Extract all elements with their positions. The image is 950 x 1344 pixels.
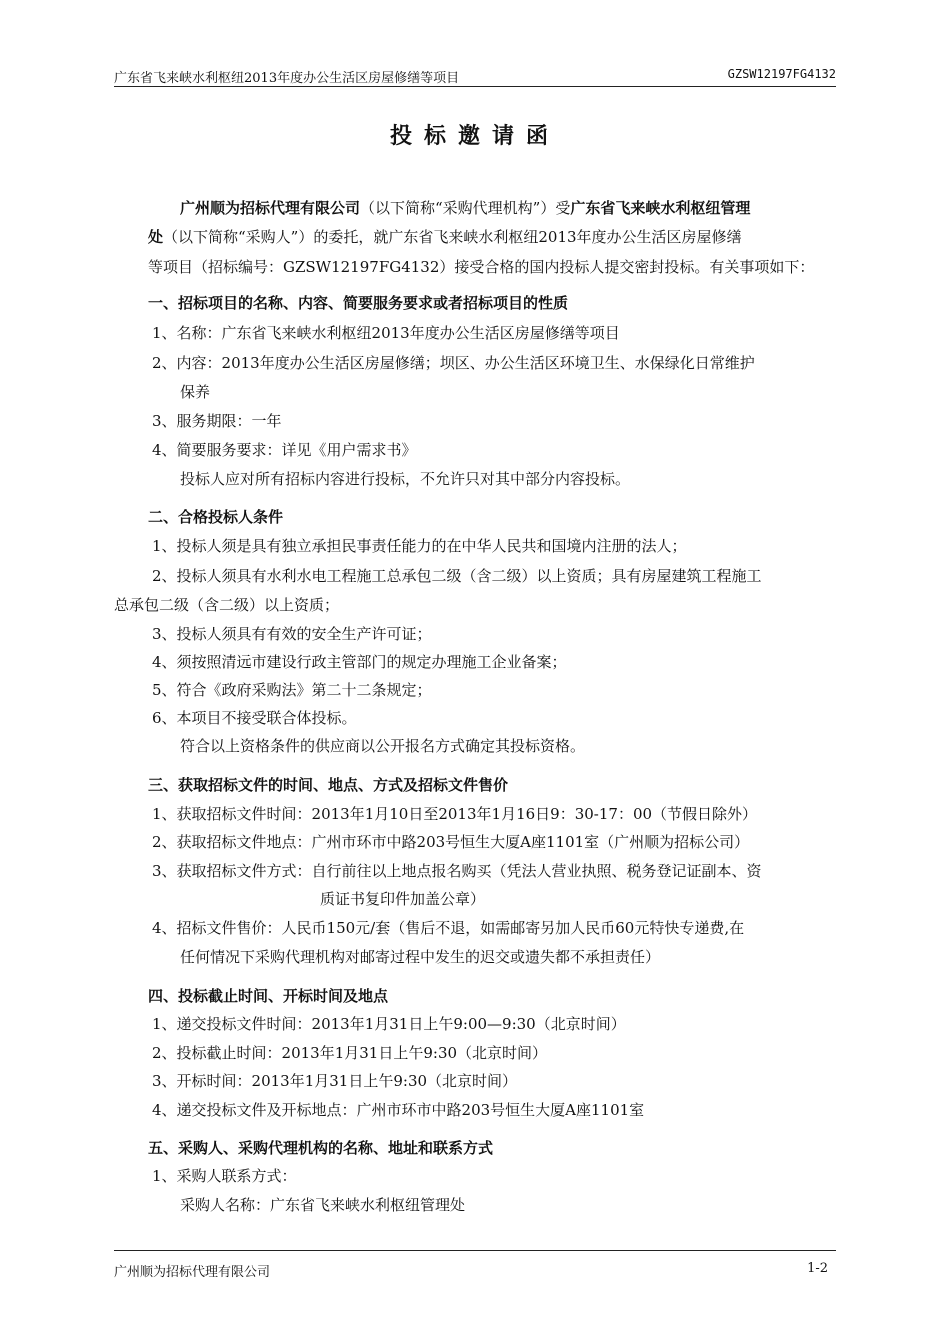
section-2-item-4: 4、须按照清远市建设行政主管部门的规定办理施工企业备案； xyxy=(152,653,567,671)
section-4-item-3: 3、开标时间：2013年1月31日上午9:30（北京时间） xyxy=(152,1072,518,1090)
section-3-item-4-cont: 任何情况下采购代理机构对邮寄过程中发生的迟交或遗失都不承担责任） xyxy=(180,948,661,966)
buyer-name-a: 广东省飞来峡水利枢纽管理 xyxy=(570,199,751,217)
section-3-item-4: 4、招标文件售价：人民币150元/套（售后不退，如需邮寄另加人民币60元特快专递费,在 xyxy=(152,919,745,937)
section-2-note: 符合以上资格条件的供应商以公开报名方式确定其投标资格。 xyxy=(180,737,586,755)
section-1-item-4: 4、简要服务要求：详见《用户需求书》 xyxy=(152,441,417,459)
page-number: 1-2 xyxy=(807,1261,828,1276)
section-2-item-1: 1、投标人须是具有独立承担民事责任能力的在中华人民共和国境内注册的法人； xyxy=(152,537,687,555)
section-2-heading: 二、合格投标人条件 xyxy=(148,508,284,526)
intro-line-3: 等项目（招标编号：GZSW12197FG4132）接受合格的国内投标人提交密封投标。有关事项如下： xyxy=(148,258,815,276)
section-2-item-5: 5、符合《政府采购法》第二十二条规定； xyxy=(152,681,432,699)
section-4-item-2: 2、投标截止时间：2013年1月31日上午9:30（北京时间） xyxy=(152,1044,548,1062)
section-5-item-1: 1、采购人联系方式： xyxy=(152,1167,297,1185)
section-1-item-2: 2、内容：2013年度办公生活区房屋修缮；坝区、办公生活区环境卫生、水保绿化日常维护 xyxy=(152,354,755,372)
section-3-item-2: 2、获取招标文件地点：广州市环市中路203号恒生大厦A座1101室（广州顺为招标公司） xyxy=(152,833,750,851)
header-project-name: 广东省飞来峡水利枢纽2013年度办公生活区房屋修缮等项目 xyxy=(114,71,460,86)
section-2-item-3: 3、投标人须具有有效的安全生产许可证； xyxy=(152,625,432,643)
section-2-item-2-cont: 总承包二级（含二级）以上资质； xyxy=(114,596,340,614)
intro-line-2 xyxy=(148,227,742,247)
page-header xyxy=(114,64,836,87)
section-3-item-3: 3、获取招标文件方式：自行前往以上地点报名购买（凭法人营业执照、税务登记证副本、资 xyxy=(152,862,762,880)
section-4-item-4: 4、递交投标文件及开标地点：广州市环市中路203号恒生大厦A座1101室 xyxy=(152,1101,645,1119)
section-4-heading: 四、投标截止时间、开标时间及地点 xyxy=(148,987,389,1005)
section-1-note: 投标人应对所有招标内容进行投标，不允许只对其中部分内容投标。 xyxy=(180,470,631,488)
buyer-name-b: 处 xyxy=(148,228,164,246)
intro-line-1 xyxy=(180,198,750,218)
intro-text-1: （以下简称“采购代理机构”）受 xyxy=(360,199,571,217)
footer-company: 广州顺为招标代理有限公司 xyxy=(114,1265,271,1280)
page-footer xyxy=(114,1250,836,1281)
agency-name: 广州顺为招标代理有限公司 xyxy=(180,199,361,217)
section-2-item-6: 6、本项目不接受联合体投标。 xyxy=(152,709,357,727)
section-1-heading: 一、招标项目的名称、内容、简要服务要求或者招标项目的性质 xyxy=(148,294,569,312)
section-3-item-3-cont: 质证书复印件加盖公章） xyxy=(320,890,486,908)
document-title: 投标邀请函 xyxy=(389,124,560,149)
section-1-item-2-cont: 保养 xyxy=(180,383,211,401)
section-5-heading: 五、采购人、采购代理机构的名称、地址和联系方式 xyxy=(148,1139,494,1157)
section-5-item-1-detail: 采购人名称：广东省飞来峡水利枢纽管理处 xyxy=(180,1196,466,1214)
section-3-item-1: 1、获取招标文件时间：2013年1月10日至2013年1月16日9：30-17：00（节假日除外） xyxy=(152,805,758,823)
section-4-item-1: 1、递交投标文件时间：2013年1月31日上午9:00—9:30（北京时间） xyxy=(152,1015,626,1033)
section-3-heading: 三、获取招标文件的时间、地点、方式及招标文件售价 xyxy=(148,776,509,794)
section-1-item-1: 1、名称：广东省飞来峡水利枢纽2013年度办公生活区房屋修缮等项目 xyxy=(152,324,620,342)
header-project-code: GZSW12197FG4132 xyxy=(727,67,836,81)
section-1-item-3: 3、服务期限：一年 xyxy=(152,412,282,430)
intro-text-2: （以下简称“采购人”）的委托，就广东省飞来峡水利枢纽2013年度办公生活区房屋修缮 xyxy=(163,228,742,246)
section-2-item-2: 2、投标人须具有水利水电工程施工总承包二级（含二级）以上资质；具有房屋建筑工程施工 xyxy=(152,567,762,585)
